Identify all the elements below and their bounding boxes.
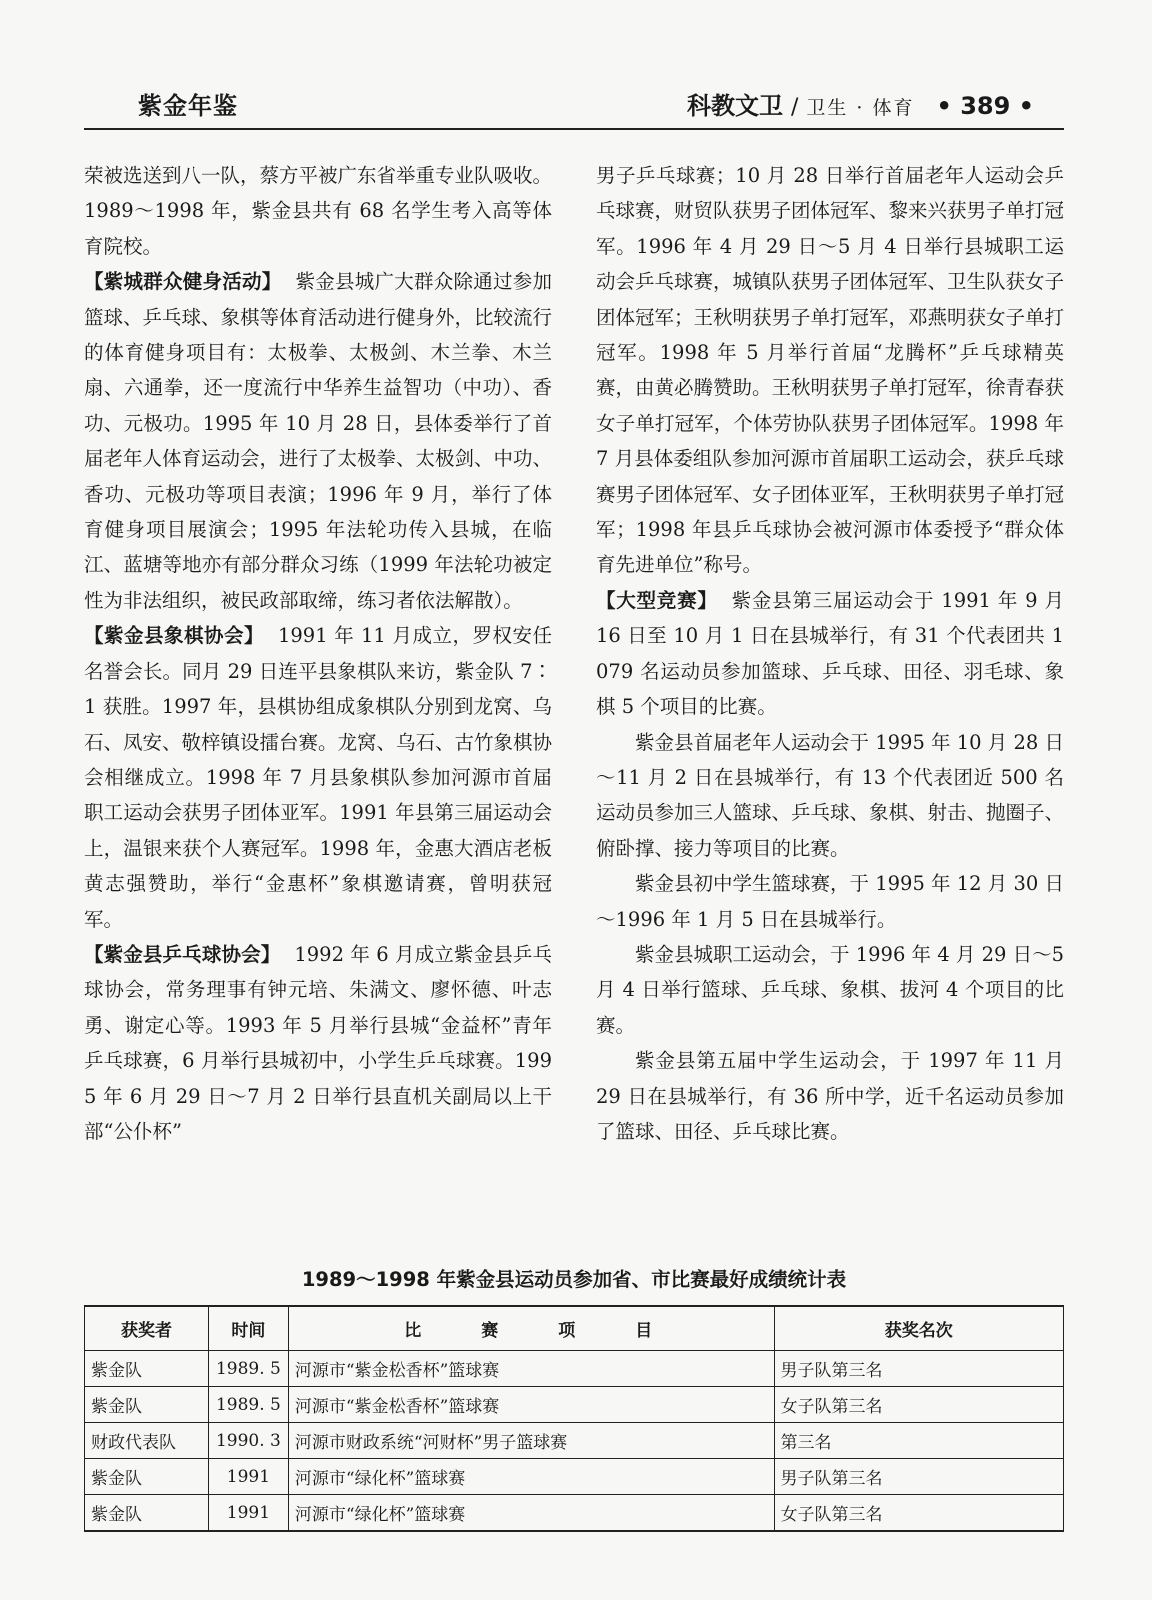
header-slash: / xyxy=(790,95,799,120)
cell-event: 河源市“绿化杯”篮球赛 xyxy=(288,1459,774,1495)
cell-winner: 财政代表队 xyxy=(85,1423,209,1459)
table-row xyxy=(85,1495,1064,1532)
cell-event: 河源市财政系统“河财杯”男子篮球赛 xyxy=(288,1423,774,1459)
table-header-row xyxy=(85,1306,1064,1351)
paragraph-text: 1992 年 6 月成立紫金县乒乓球协会，常务理事有钟元培、朱满文、廖怀德、叶志勇、谢定心等。1993 年 5 月举行县城“金益杯”青年乒乓球赛，6 月举行县城初中，小学生乒乓球赛。1995 年 6 月 29 日～7 月 2 日举行县直机关副局以上干部“公仆杯” xyxy=(84,942,552,1143)
section-heading: 【紫金县象棋协会】 xyxy=(84,624,264,648)
paragraph-text: 紫金县初中学生篮球赛，于 1995 年 12 月 30 日～1996 年 1 月 5 日在县城举行。 xyxy=(596,872,1064,931)
cell-time: 1990. 3 xyxy=(208,1423,288,1459)
cell-rank: 女子队第三名 xyxy=(774,1495,1063,1532)
paragraph-text: 紫金县城职工运动会，于 1996 年 4 月 29 日～5 月 4 日举行篮球、乒乓球、象棋、拔河 4 个项目的比赛。 xyxy=(596,942,1064,1037)
section-heading: 【紫城群众健身活动】 xyxy=(84,270,282,294)
section-header xyxy=(687,86,1034,121)
paragraph xyxy=(596,866,1064,937)
cell-time: 1989. 5 xyxy=(208,1387,288,1423)
paragraph xyxy=(596,1043,1064,1149)
cell-rank: 男子队第三名 xyxy=(774,1351,1063,1387)
paragraph-text: 1991 年 11 月成立，罗权安任名誉会长。同月 29 日连平县象棋队来访，紫金队 7∶1 获胜。1997 年，县棋协组成象棋队分别到龙窝、乌石、凤安、敬梓镇设擂台赛。龙窝、乌石、古竹象棋协会相继成立。1998 年 7 月县象棋队参加河源市首届职工运动会获男子团体亚军。1991 年县第三届运动会上，温银来获个人赛冠军。1998 年，金惠大酒店老板黄志强赞助，举行“金惠杯”象棋邀请赛，曾明获冠军。 xyxy=(84,624,553,931)
paragraph-text: 紫金县首届老年人运动会于 1995 年 10 月 28 日～11 月 2 日在县城举行，有 13 个代表团近 500 名运动员参加三人篮球、乒乓球、象棋、射击、抛圈子、俯卧撑、接力等项目的比赛。 xyxy=(596,730,1065,860)
header-rule xyxy=(84,128,1064,130)
cell-rank: 女子队第三名 xyxy=(774,1387,1063,1423)
paragraph xyxy=(596,937,1064,1043)
cell-event: 河源市“绿化杯”篮球赛 xyxy=(288,1495,774,1532)
paragraph-text: 紫金县城广大群众除通过参加篮球、乒乓球、象棋等体育活动进行健身外，比较流行的体育健身项目有：太极拳、太极剑、木兰拳、木兰扇、六通拳，还一度流行中华养生益智功（中功）、香功、元极功。1995 年 10 月 28 日，县体委举行了首届老年人体育运动会，进行了太极拳、太极剑、中功、香功、元极功等项目表演；1996 年 9 月，举行了体育健身项目展演会；1995 年法轮功传入县城，在临江、蓝塘等地亦有部分群众习练（1999 年法轮功被定性为非法组织，被民政部取缔，练习者依法解散）。 xyxy=(84,270,553,612)
header-time: 时间 xyxy=(208,1306,288,1351)
cell-event: 河源市“紫金松香杯”篮球赛 xyxy=(288,1387,774,1423)
header-rank: 获奖名次 xyxy=(774,1306,1063,1351)
section-heading: 【大型竞赛】 xyxy=(596,588,718,612)
right-column xyxy=(596,158,1064,1149)
paragraph xyxy=(84,264,552,618)
cell-winner: 紫金队 xyxy=(85,1495,209,1532)
page-number: • 389 • xyxy=(936,92,1034,120)
cell-winner: 紫金队 xyxy=(85,1459,209,1495)
subsection-title: 卫生 · 体育 xyxy=(806,97,915,119)
paragraph-text: 紫金县第五届中学生运动会，于 1997 年 11 月 29 日在县城举行，有 36 所中学，近千名运动员参加了篮球、田径、乒乓球比赛。 xyxy=(596,1049,1064,1143)
cell-time: 1991 xyxy=(208,1495,288,1532)
cell-event: 河源市“紫金松香杯”篮球赛 xyxy=(288,1351,774,1387)
paragraph xyxy=(596,158,1064,583)
paragraph xyxy=(84,158,552,264)
table-row xyxy=(85,1459,1064,1495)
book-title: 紫金年鉴 xyxy=(138,92,238,120)
section-heading: 【紫金县乒乓球协会】 xyxy=(84,942,281,966)
section-title: 科教文卫 xyxy=(686,92,783,120)
cell-time: 1989. 5 xyxy=(208,1351,288,1387)
paragraph-text: 男子乒乓球赛；10 月 28 日举行首届老年人运动会乒乓球赛，财贸队获男子团体冠军、黎来兴获男子单打冠军。1996 年 4 月 29 日～5 月 4 日举行县城职工运动会乒乓球赛，城镇队获男子团体冠军、卫生队获女子团体冠军；王秋明获男子单打冠军，邓燕明获女子单打冠军。1998 年 5 月举行首届“龙腾杯”乒乓球精英赛，由黄必腾赞助。王秋明获男子单打冠军，徐青春获女子单打冠军，个体劳协队获男子团体冠军。1998 年 7 月县体委组队参加河源市首届职工运动会，获乒乓球赛男子团体冠军、女子团体亚军，王秋明获男子单打冠军；1998 年县乒乓球协会被河源市体委授予“群众体育先进单位”称号。 xyxy=(596,164,1065,577)
cell-rank: 第三名 xyxy=(774,1423,1063,1459)
cell-winner: 紫金队 xyxy=(85,1387,209,1423)
paragraph xyxy=(84,937,552,1149)
paragraph-text: 紫金县第三届运动会于 1991 年 9 月 16 日至 10 月 1 日在县城举行，有 31 个代表团共 1079 名运动员参加篮球、乒乓球、田径、羽毛球、象棋 5 个项目的比赛。 xyxy=(596,588,1064,719)
cell-rank: 男子队第三名 xyxy=(774,1459,1063,1495)
page-header xyxy=(84,86,1064,126)
paragraph xyxy=(596,725,1064,867)
table-row xyxy=(85,1387,1064,1423)
cell-winner: 紫金队 xyxy=(85,1351,209,1387)
header-winner: 获奖者 xyxy=(85,1306,209,1351)
table-row xyxy=(85,1423,1064,1459)
header-event: 比赛项目 xyxy=(288,1306,774,1351)
cell-time: 1991 xyxy=(208,1459,288,1495)
left-column xyxy=(84,158,552,1149)
paragraph xyxy=(84,618,552,937)
table-row xyxy=(85,1351,1064,1387)
paragraph xyxy=(596,583,1064,725)
results-table xyxy=(84,1305,1064,1532)
table-caption: 1989～1998 年紫金县运动员参加省、市比赛最好成绩统计表 xyxy=(301,1268,847,1291)
paragraph-text: 荣被选送到八一队，蔡方平被广东省举重专业队吸收。1989～1998 年，紫金县共有 68 名学生考入高等体育院校。 xyxy=(84,164,553,258)
